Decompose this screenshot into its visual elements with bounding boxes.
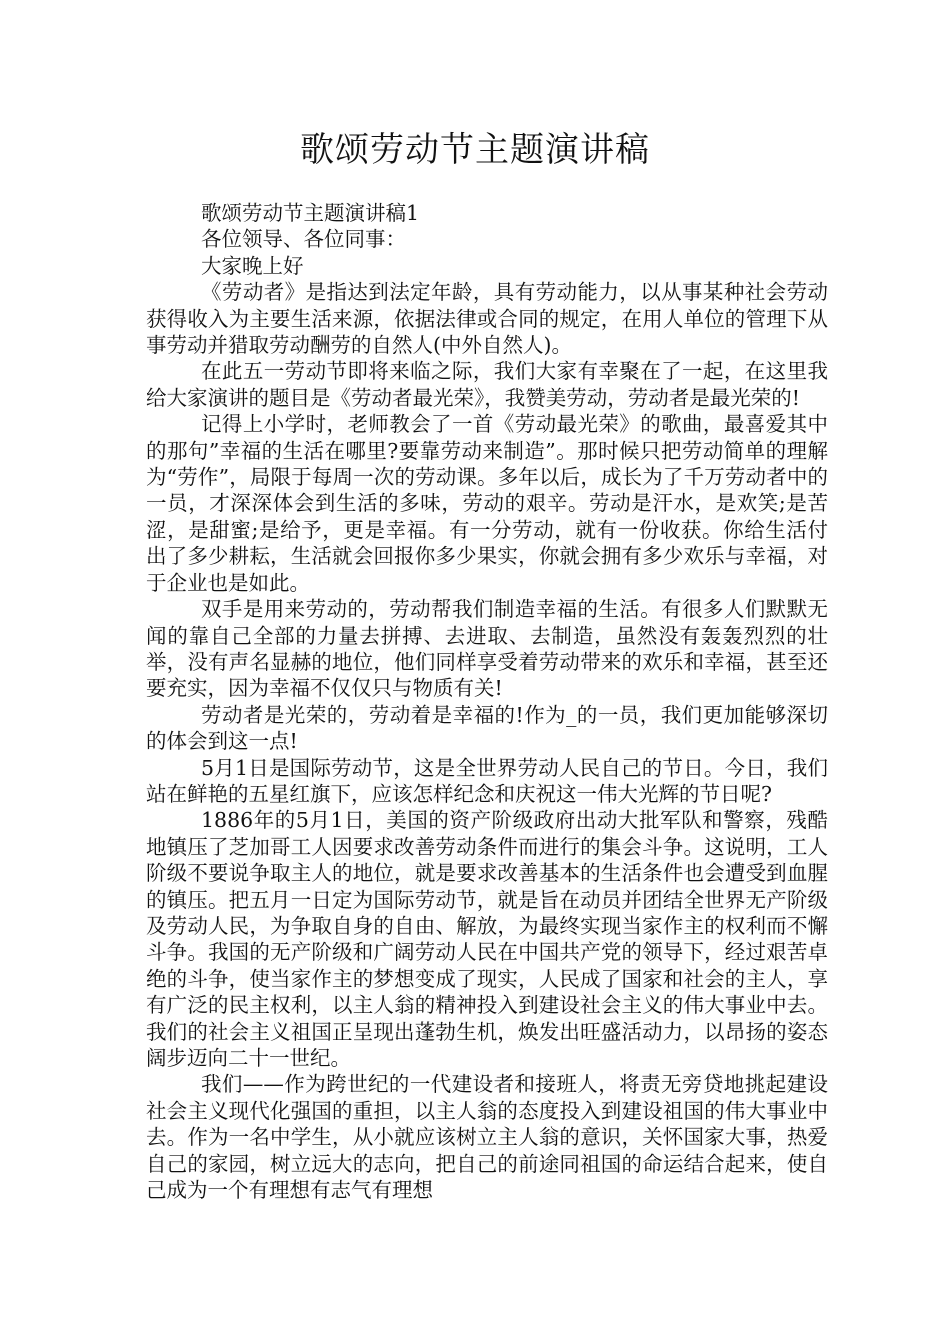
paragraph: 1886年的5月1日，美国的资产阶级政府出动大批军队和警察，残酷地镇压了芝加哥工人因要求改善劳动条件而进行的集会斗争。这说明，工人阶级不要说争取主人的地位，就是要求改善基本的生活条件也会遭受到血腥的镇压。把五月一日定为国际劳动节，就是旨在动员并团结全世界无产阶级及劳动人民，为争取自身的自由、解放，为最终实现当家作主的权利而不懈斗争。我国的无产阶级和广阔劳动人民在中国共产党的领导下，经过艰苦卓绝的斗争，使当家作主的梦想变成了现实，人民成了国家和社会的主人，享有广泛的民主权利，以主人翁的精神投入到建设社会主义的伟大事业中去。我们的社会主义祖国正呈现出蓬勃生机，焕发出旺盛活动力，以昂扬的姿态阔步迈向二十一世纪。 bbox=[146, 808, 828, 1070]
paragraph: 在此五一劳动节即将来临之际，我们大家有幸聚在了一起，在这里我给大家演讲的题目是《劳动者最光荣》，我赞美劳动，劳动者是最光荣的! bbox=[146, 359, 828, 410]
document-title: 歌颂劳动节主题演讲稿 bbox=[300, 130, 650, 170]
paragraph: 劳动者是光荣的，劳动着是幸福的!作为_的一员，我们更加能够深切的体会到这一点! bbox=[146, 702, 828, 754]
document-body bbox=[146, 200, 828, 1203]
paragraph: 《劳动者》是指达到法定年龄，具有劳动能力，以从事某种社会劳动获得收入为主要生活来源，依据法律或合同的规定，在用人单位的管理下从事劳动并猎取劳动酬劳的自然人(中外自然人)。 bbox=[146, 280, 828, 358]
paragraph-greeting: 大家晚上好 bbox=[201, 253, 304, 278]
paragraph-heading: 歌颂劳动节主题演讲稿1 bbox=[201, 201, 420, 225]
paragraph: 双手是用来劳动的，劳动帮我们制造幸福的生活。有很多人们默默无闻的靠自己全部的力量去拼搏、去进取、去制造，虽然没有轰轰烈烈的壮举，没有声名显赫的地位，他们同样享受着劳动带来的欢乐和幸福，甚至还要充实，因为幸福不仅仅只与物质有关! bbox=[146, 597, 828, 701]
paragraph: 记得上小学时，老师教会了一首《劳动最光荣》的歌曲，最喜爱其中的那句”幸福的生活在哪里?要靠劳动来制造”。那时候只把劳动简单的理解为“劳作”，局限于每周一次的劳动课。多年以后，成长为了千万劳动者中的一员，才深深体会到生活的多味，劳动的艰辛。劳动是汗水，是欢笑;是苦涩，是甜蜜;是给予，更是幸福。有一分劳动，就有一份收获。你给生活付出了多少耕耘，生活就会回报你多少果实，你就会拥有多少欢乐与幸福，对于企业也是如此。 bbox=[146, 412, 828, 595]
paragraph: 5月1日是国际劳动节，这是全世界劳动人民自己的节日。今日，我们站在鲜艳的五星红旗下，应该怎样纪念和庆祝这一伟大光辉的节日呢? bbox=[146, 755, 828, 806]
paragraph: 我们——作为跨世纪的一代建设者和接班人，将责无旁贷地挑起建设社会主义现代化强国的重担，以主人翁的态度投入到建设祖国的伟大事业中去。作为一名中学生，从小就应该树立主人翁的意识，关怀国家大事，热爱自己的家园，树立远大的志向，把自己的前途同祖国的命运结合起来，使自己成为一个有理想有志气有理想 bbox=[146, 1072, 828, 1203]
paragraph-salutation: 各位领导、各位同事： bbox=[201, 227, 406, 252]
